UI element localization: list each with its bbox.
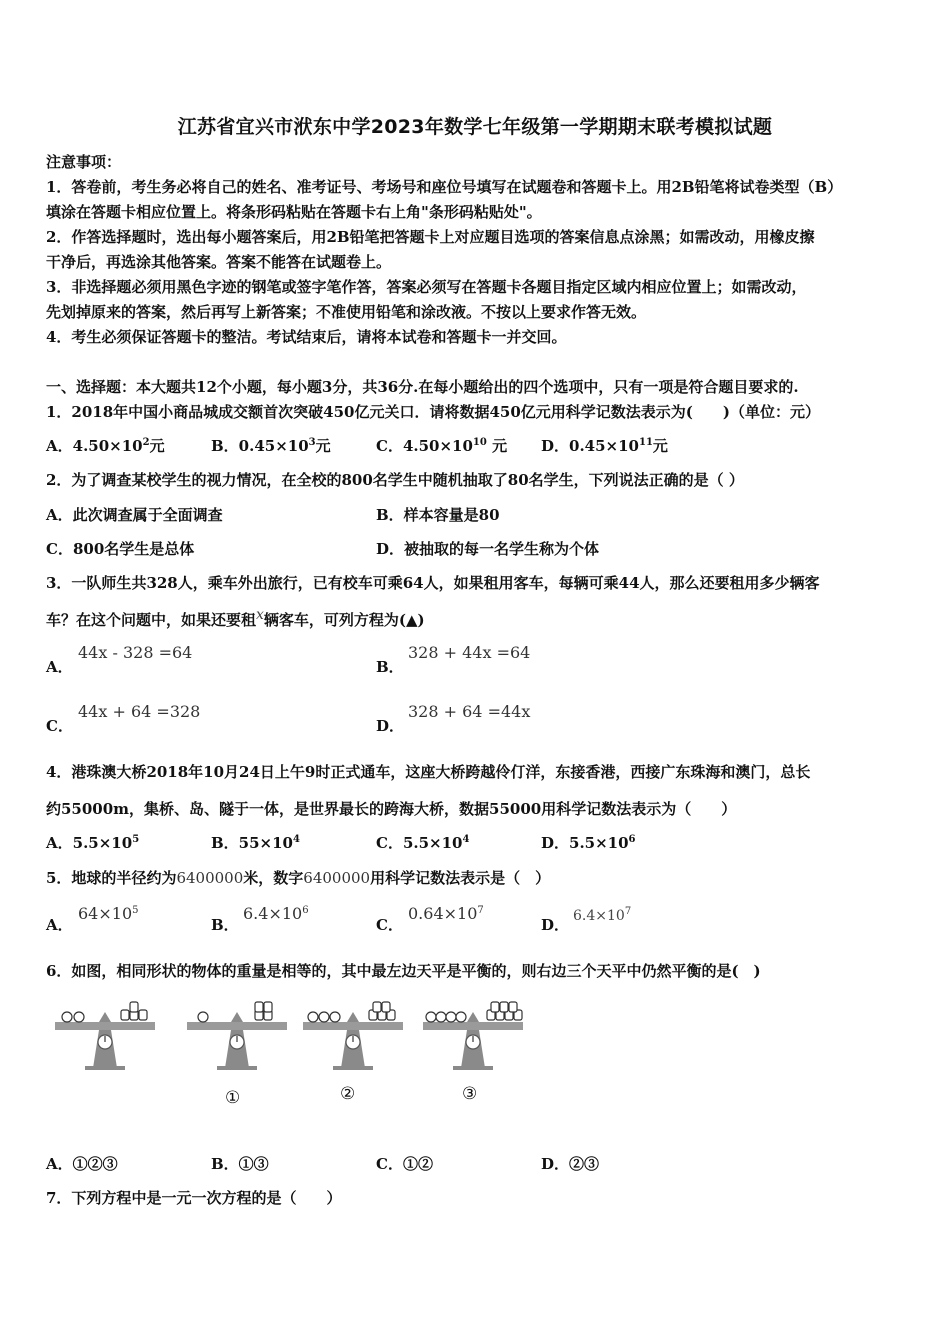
- q1-option-c[interactable]: C．$4.50\times 10^{10}$ 元: [376, 437, 508, 455]
- notice-line: 3．非选择题必须用黑色字迹的钢笔或签字笔作答，答案必须写在答题卡各题目指定区域内相应位置上；如需改动，: [46, 278, 807, 296]
- q5-option-a-value: $64\times 10^5$: [78, 904, 139, 923]
- q1-option-d[interactable]: D．$0.45\times 10^{11}$元: [541, 437, 668, 455]
- q2-option-d[interactable]: D．被抽取的每一名学生称为个体: [376, 540, 600, 558]
- q3-option-b-label[interactable]: B．: [376, 658, 404, 676]
- q4-option-c[interactable]: C．$5.5\times 10^4$: [376, 834, 470, 852]
- figure-label-2: ②: [340, 1084, 356, 1104]
- q3-option-c-label[interactable]: C．: [46, 717, 73, 735]
- q6-option-b[interactable]: B．①③: [211, 1155, 269, 1173]
- question-3-stem-cont: 车？在这个问题中，如果还要租$^x$辆客车，可列方程为(▲): [46, 607, 425, 629]
- q4-option-d[interactable]: D．$5.5\times 10^6$: [541, 834, 636, 852]
- balance-scale-3: [423, 1002, 523, 1070]
- q5-option-d-value: $6.4\times 10^7$: [573, 906, 632, 924]
- q5-option-d-label[interactable]: D．: [541, 916, 570, 934]
- balance-scale-2: [303, 1002, 403, 1070]
- section-heading: 一、选择题：本大题共12个小题，每小题3分，共36分.在每小题给出的四个选项中，只有一项是符合题目要求的.: [46, 378, 799, 396]
- question-3-stem: 3．一队师生共328人，乘车外出旅行，已有校车可乘64人，如果租用客车，每辆可乘44人，那么还要租用多少辆客: [46, 574, 820, 592]
- notice-line: 干净后，再选涂其他答案。答案不能答在试题卷上。: [46, 253, 392, 271]
- notice-heading: 注意事项：: [46, 153, 122, 171]
- question-7-stem: 7．下列方程中是一元一次方程的是（ ）: [46, 1189, 342, 1207]
- q5-option-c-value: $0.64\times 10^7$: [408, 904, 484, 923]
- q4-option-a[interactable]: A．$5.5\times 10^5$: [46, 834, 140, 852]
- q2-option-a[interactable]: A．此次调查属于全面调查: [46, 506, 223, 524]
- notice-line: 填涂在答题卡相应位置上。将条形码粘贴在答题卡右上角"条形码粘贴处"。: [46, 203, 542, 221]
- notice-line: 4．考生必须保证答题卡的整洁。考试结束后，请将本试卷和答题卡一并交回。: [46, 328, 567, 346]
- q1-option-b[interactable]: B．$0.45\times 10^3$元: [211, 437, 331, 455]
- q6-option-c[interactable]: C．①②: [376, 1155, 433, 1173]
- q6-option-d[interactable]: D．②③: [541, 1155, 600, 1173]
- question-2-stem: 2．为了调查某校学生的视力情况，在全校的800名学生中随机抽取了80名学生，下列说法正确的是（ ）: [46, 471, 744, 489]
- question-1-stem: 1．2018年中国小商品城成交额首次突破450亿元关口．请将数据450亿元用科学记数法表示为( )（单位：元）: [46, 403, 821, 421]
- question-4-stem-cont: 约55000m，集桥、岛、隧于一体，是世界最长的跨海大桥，数据55000用科学记数法表示为（ ）: [46, 800, 737, 818]
- page-title: 江苏省宜兴市洑东中学2023年数学七年级第一学期期末联考模拟试题: [177, 116, 773, 138]
- q2-option-b[interactable]: B．样本容量是80: [376, 506, 500, 524]
- q3-option-d-label[interactable]: D．: [376, 717, 405, 735]
- question-6-stem: 6．如图，相同形状的物体的重量是相等的，其中最左边天平是平衡的，则右边三个天平中仍然平衡的是( ): [46, 962, 761, 980]
- q5-option-a-label[interactable]: A．: [46, 916, 73, 934]
- question-4-stem: 4．港珠澳大桥2018年10月24日上午9时正式通车，这座大桥跨越伶仃洋，东接香港，西接广东珠海和澳门，总长: [46, 763, 811, 781]
- q6-option-a[interactable]: A．①②③: [46, 1155, 118, 1173]
- notice-line: 2．作答选择题时，选出每小题答案后，用2B铅笔把答题卡上对应题目选项的答案信息点涂黑；如需改动，用橡皮擦: [46, 228, 815, 246]
- q3-option-c-equation: 44x + 64 =328: [78, 702, 201, 721]
- figure-label-3: ③: [462, 1084, 478, 1104]
- q2-option-c[interactable]: C．800名学生是总体: [46, 540, 195, 558]
- q5-option-c-label[interactable]: C．: [376, 916, 403, 934]
- notice-line: 1．答卷前，考生务必将自己的姓名、准考证号、考场号和座位号填写在试题卷和答题卡上。用2B铅笔将试卷类型（B）: [46, 178, 843, 196]
- balance-scale-reference: [55, 1002, 155, 1070]
- q4-option-b[interactable]: B．$55\times 10^4$: [211, 834, 300, 852]
- q5-option-b-label[interactable]: B．: [211, 916, 239, 934]
- q3-option-d-equation: 328 + 64 =44x: [408, 702, 531, 721]
- q3-option-a-equation: 44x - 328 =64: [78, 643, 193, 662]
- balance-scale-1: [187, 1002, 287, 1070]
- q1-option-a[interactable]: A．$4.50\times 10^2$元: [46, 437, 165, 455]
- q3-option-b-equation: 328 + 44x =64: [408, 643, 531, 662]
- question-5-stem: 5．地球的半径约为6400000米，数字6400000用科学记数法表示是（ ）: [46, 869, 551, 887]
- figure-label-1: ①: [225, 1088, 241, 1108]
- notice-line: 先划掉原来的答案，然后再写上新答案；不准使用铅笔和涂改液。不按以上要求作答无效。: [46, 303, 647, 321]
- q3-option-a-label[interactable]: A．: [46, 658, 73, 676]
- q5-option-b-value: $6.4\times 10^6$: [243, 904, 309, 923]
